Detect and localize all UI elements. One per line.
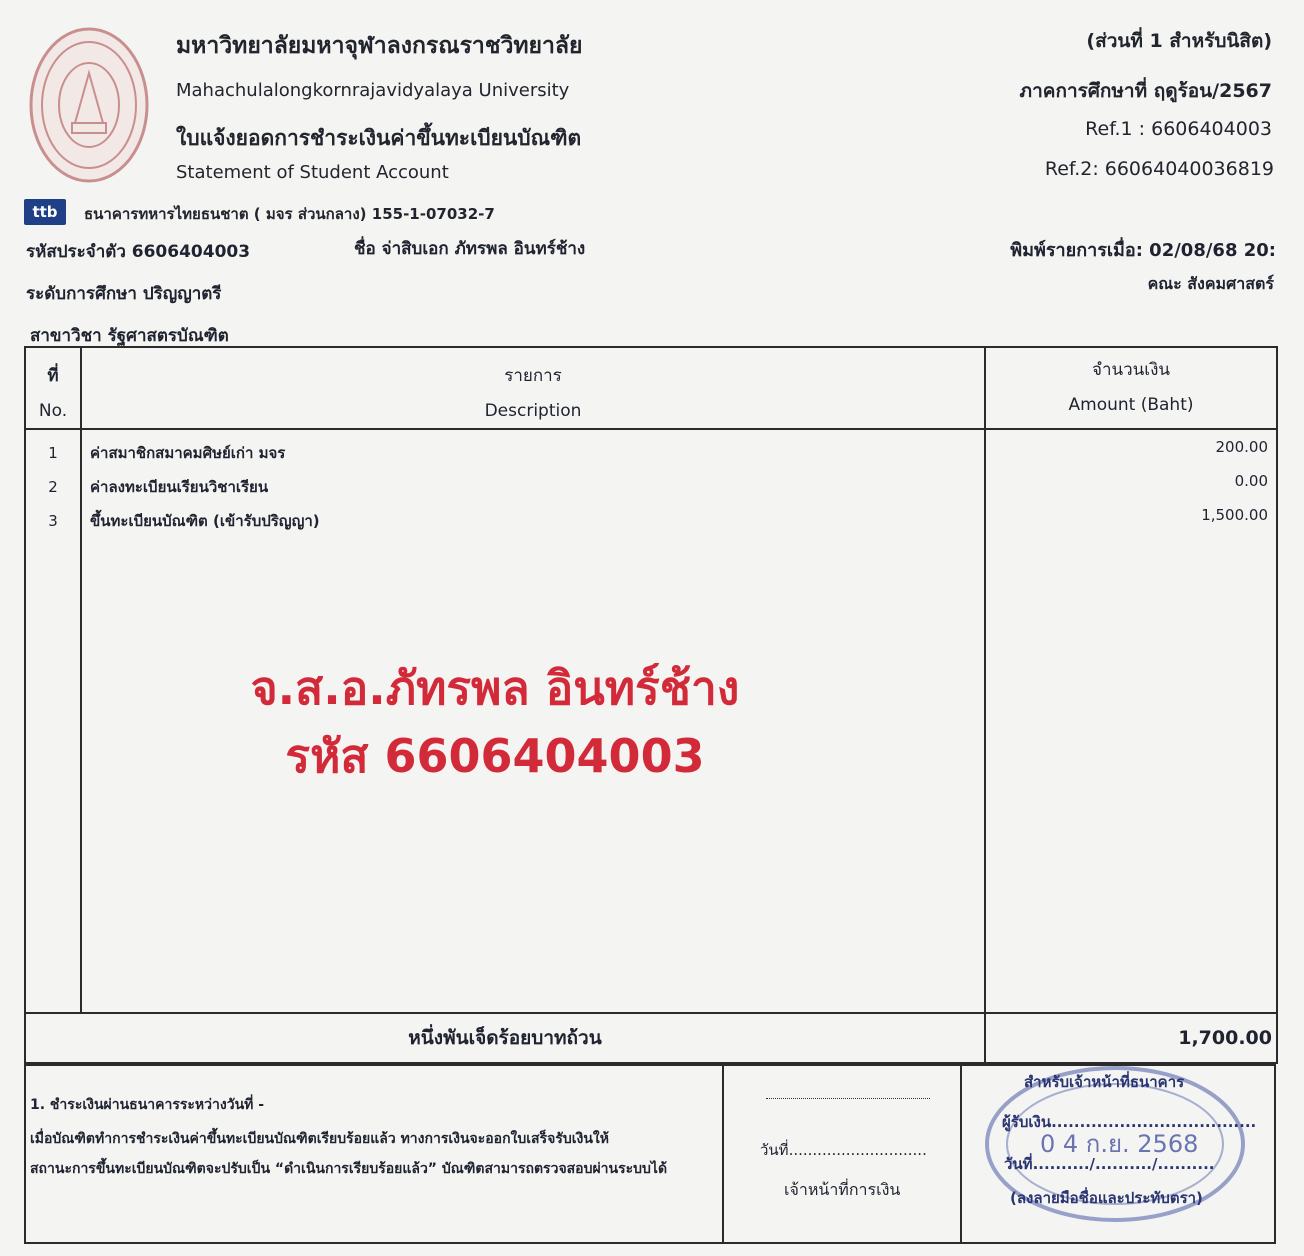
major: สาขาวิชา รัฐศาสตรบัณฑิต [30, 326, 229, 346]
university-name-en: Mahachulalongkornrajavidyalaya University [176, 80, 570, 101]
no-column [25, 429, 81, 1013]
faculty: คณะ สังคมศาสตร์ [1147, 274, 1274, 293]
education-level: ระดับการศึกษา ปริญญาตรี [26, 284, 222, 304]
semester: ภาคการศึกษาที่ ฤดูร้อน/2567 [1019, 80, 1272, 102]
col-desc-header [81, 347, 985, 429]
row-description: ค่าสมาชิกสมาคมศิษย์เก่า มจร [90, 444, 286, 462]
total-amount: 1,700.00 [985, 1013, 1277, 1063]
payment-note-3: สถานะการขึ้นทะเบียนบัณฑิตจะปรับเป็น “ดำเนินการเรียบร้อยแล้ว” บัณฑิตสามารถตรวจสอบผ่านระบบได้ [30, 1161, 668, 1177]
bank-date-field: วันที่........../........../.......... [1004, 1155, 1215, 1173]
bank-account: ธนาคารทหารไทยธนชาต ( มจร ส่วนกลาง) 155-1-07032-7 [84, 205, 495, 223]
table-header-row [25, 347, 1277, 429]
payment-note-2: เมื่อบัณฑิตทำการชำระเงินค่าขึ้นทะเบียนบัณฑิตเรียบร้อยแล้ว ทางการเงินจะออกใบเสร็จรับเงินให้ [30, 1131, 609, 1147]
amount-column [985, 429, 1277, 1013]
university-seal-icon [28, 25, 150, 185]
col-no-header [25, 347, 81, 429]
col-desc-en: Description [484, 401, 582, 421]
row-amount: 200.00 [1215, 438, 1268, 456]
receiver-field: ผู้รับเงิน.................................... [1002, 1113, 1257, 1131]
col-amount-en: Amount (Baht) [1068, 395, 1194, 415]
stamp-date: 0 4 ก.ย. 2568 [1040, 1130, 1199, 1158]
print-date: พิมพ์รายการเมื่อ: 02/08/68 20: [1010, 240, 1276, 261]
student-id: รหัสประจำตัว 6606404003 [26, 242, 251, 262]
overlay-name: จ.ส.อ.ภัทรพล อินทร์ช้าง [250, 661, 740, 715]
ref1: Ref.1 : 6606404003 [1085, 118, 1272, 140]
total-text: หนึ่งพันเจ็ดร้อยบาทถ้วน [25, 1013, 985, 1063]
col-desc-th: รายการ [504, 366, 562, 386]
copy-label: (ส่วนที่ 1 สำหรับนิสิต) [1086, 30, 1272, 52]
col-amount-header [985, 347, 1277, 429]
row-no: 1 [48, 444, 58, 462]
col-no-th: ที่ [47, 366, 59, 386]
row-amount: 1,500.00 [1201, 506, 1268, 524]
row-description: ขึ้นทะเบียนบัณฑิต (เข้ารับปริญญา) [90, 512, 320, 530]
university-name-th: มหาวิทยาลัยมหาจุฬาลงกรณราชวิทยาลัย [176, 33, 583, 59]
row-description: ค่าลงทะเบียนเรียนวิชาเรียน [90, 478, 269, 496]
col-amount-th: จำนวนเงิน [1091, 360, 1171, 380]
bank-logo: ttb [24, 199, 66, 225]
payment-note-1: 1. ชำระเงินผ่านธนาคารระหว่างวันที่ - [30, 1097, 265, 1113]
ref2: Ref.2: 66064040036819 [1044, 158, 1274, 180]
row-amount: 0.00 [1234, 472, 1268, 490]
signature-label: (ลงลายมือชื่อและประทับตรา) [1010, 1189, 1203, 1207]
bank-officer-label: สำหรับเจ้าหน้าที่ธนาคาร [1024, 1073, 1185, 1091]
footer-divider [722, 1066, 724, 1242]
document-title-th: ใบแจ้งยอดการชำระเงินค่าขึ้นทะเบียนบัณฑิต [176, 126, 582, 150]
row-no: 2 [48, 478, 58, 496]
col-no-en: No. [38, 401, 68, 421]
footer-divider [960, 1066, 962, 1242]
row-no: 3 [48, 512, 58, 530]
signature-line [766, 1098, 930, 1099]
finance-date: วันที่............................. [760, 1141, 927, 1159]
student-name: ชื่อ จ่าสิบเอก ภัทรพล อินทร์ช้าง [354, 239, 586, 259]
finance-officer: เจ้าหน้าที่การเงิน [784, 1180, 901, 1199]
overlay-id: รหัส 6606404003 [285, 729, 705, 783]
document-title-en: Statement of Student Account [176, 162, 449, 183]
